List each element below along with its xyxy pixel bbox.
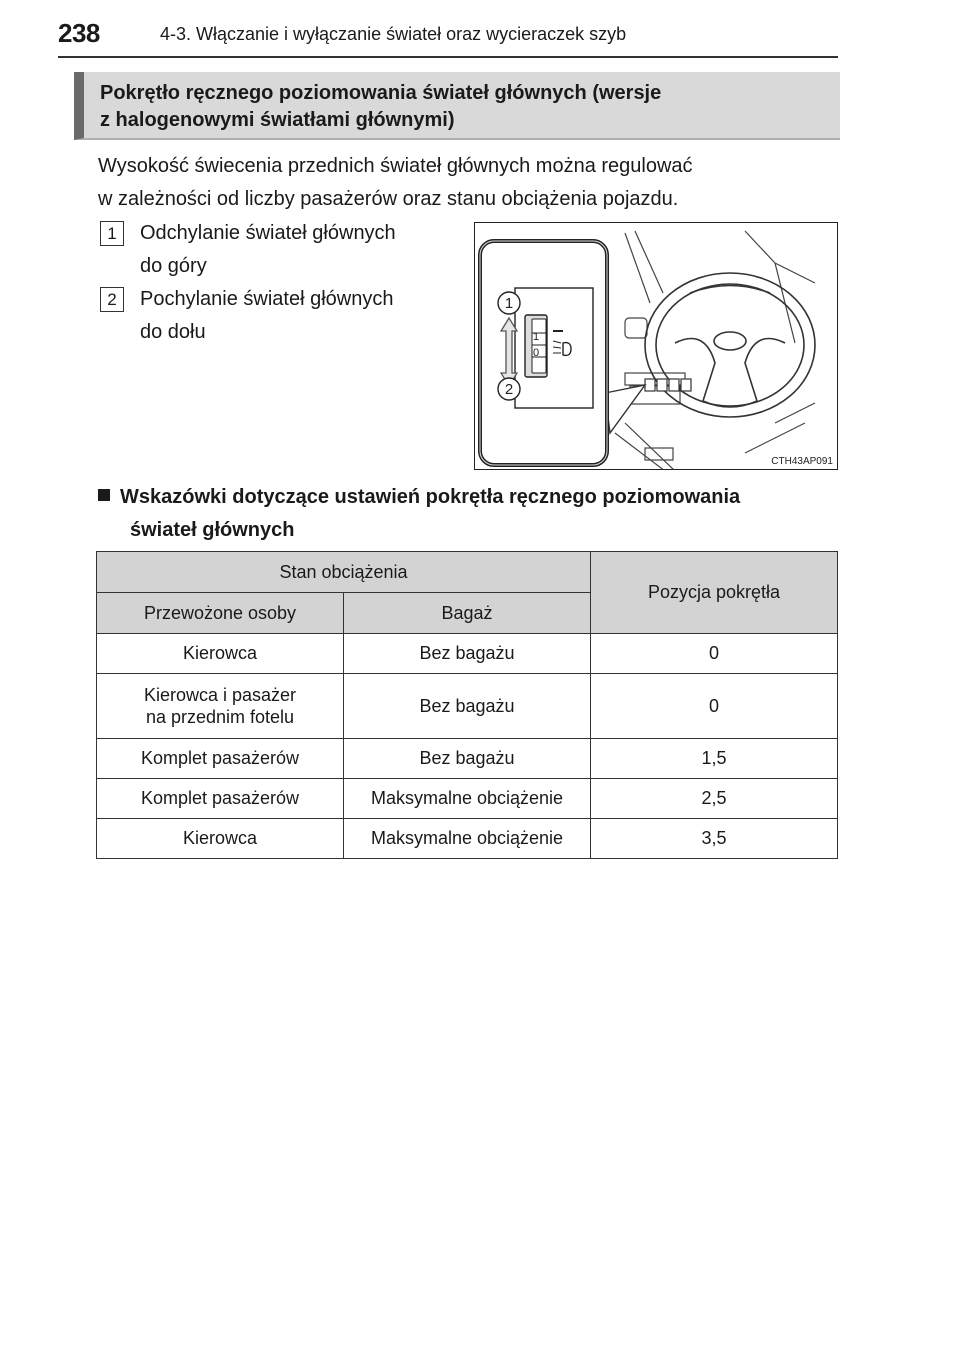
callout-1-label: 1 bbox=[504, 295, 514, 312]
square-bullet-icon bbox=[98, 489, 110, 501]
cell-luggage: Bez bagażu bbox=[344, 634, 591, 674]
cell-position: 3,5 bbox=[591, 819, 838, 859]
section-heading bbox=[74, 72, 840, 140]
table-row bbox=[97, 634, 838, 674]
table-header-row bbox=[97, 552, 838, 593]
cell-position: 0 bbox=[591, 674, 838, 739]
table-row bbox=[97, 674, 838, 739]
dial-mark-bottom: 0 bbox=[533, 347, 540, 359]
item-1-line-2: do góry bbox=[140, 255, 207, 277]
table-row bbox=[97, 739, 838, 779]
dial-mark-top: 1 bbox=[533, 331, 540, 343]
chapter-title: 4-3. Włączanie i wyłączanie świateł oraz wycieraczek szyb bbox=[160, 24, 627, 44]
cell-passengers-line-2: na przednim fotelu bbox=[145, 707, 295, 727]
headlight-dial-illustration bbox=[474, 222, 838, 470]
item-1-line-1: Odchylanie świateł głównych bbox=[140, 222, 396, 244]
page-header bbox=[58, 18, 838, 58]
intro-line-1: Wysokość świecenia przednich świateł głównych można regulować bbox=[98, 155, 693, 177]
cell-luggage: Maksymalne obciążenie bbox=[344, 819, 591, 859]
tips-heading bbox=[98, 481, 840, 547]
item-2-line-1: Pochylanie świateł głównych bbox=[140, 288, 394, 310]
cell-passengers: Kierowca bbox=[97, 819, 344, 859]
cell-passengers: Kierowca bbox=[97, 634, 344, 674]
intro-paragraph bbox=[98, 150, 840, 216]
tips-heading-line-1: Wskazówki dotyczące ustawień pokrętła ręcznego poziomowania bbox=[120, 486, 741, 508]
list-item-tilt-down bbox=[100, 283, 460, 349]
header-load-state: Stan obciążenia bbox=[97, 552, 591, 593]
cell-position: 0 bbox=[591, 634, 838, 674]
page-number: 238 bbox=[58, 18, 100, 48]
item-number-1: 1 bbox=[100, 221, 124, 246]
steering-wheel-icon bbox=[645, 273, 815, 417]
header-rule bbox=[58, 56, 838, 58]
section-heading-line-2: z halogenowymi światłami głównymi) bbox=[100, 109, 455, 131]
header-luggage: Bagaż bbox=[344, 593, 591, 634]
callout-2-label: 2 bbox=[504, 381, 514, 398]
header-passengers: Przewożone osoby bbox=[97, 593, 344, 634]
cell-position: 2,5 bbox=[591, 779, 838, 819]
cell-position: 1,5 bbox=[591, 739, 838, 779]
header-dial-position: Pozycja pokrętła bbox=[591, 552, 838, 634]
table-row bbox=[97, 819, 838, 859]
intro-line-2: w zależności od liczby pasażerów oraz stanu obciążenia pojazdu. bbox=[98, 188, 679, 210]
cell-luggage: Maksymalne obciążenie bbox=[344, 779, 591, 819]
table-row bbox=[97, 779, 838, 819]
item-2-line-2: do dołu bbox=[140, 321, 206, 343]
list-item-tilt-up bbox=[100, 217, 460, 283]
figure-code: CTH43AP091 bbox=[771, 456, 833, 467]
load-table bbox=[96, 551, 838, 859]
section-heading-line-1: Pokrętło ręcznego poziomowania świateł głównych (wersje bbox=[100, 82, 662, 104]
cell-luggage: Bez bagażu bbox=[344, 739, 591, 779]
dashboard-drawing bbox=[475, 223, 838, 470]
level-dial-icon bbox=[515, 288, 593, 408]
cell-luggage: Bez bagażu bbox=[344, 674, 591, 739]
tips-heading-line-2: świateł głównych bbox=[130, 519, 295, 541]
cell-passengers bbox=[97, 674, 344, 739]
cell-passengers: Komplet pasażerów bbox=[97, 739, 344, 779]
cell-passengers: Komplet pasażerów bbox=[97, 779, 344, 819]
item-number-2: 2 bbox=[100, 287, 124, 312]
cell-passengers-line-1: Kierowca i pasażer bbox=[143, 685, 297, 705]
